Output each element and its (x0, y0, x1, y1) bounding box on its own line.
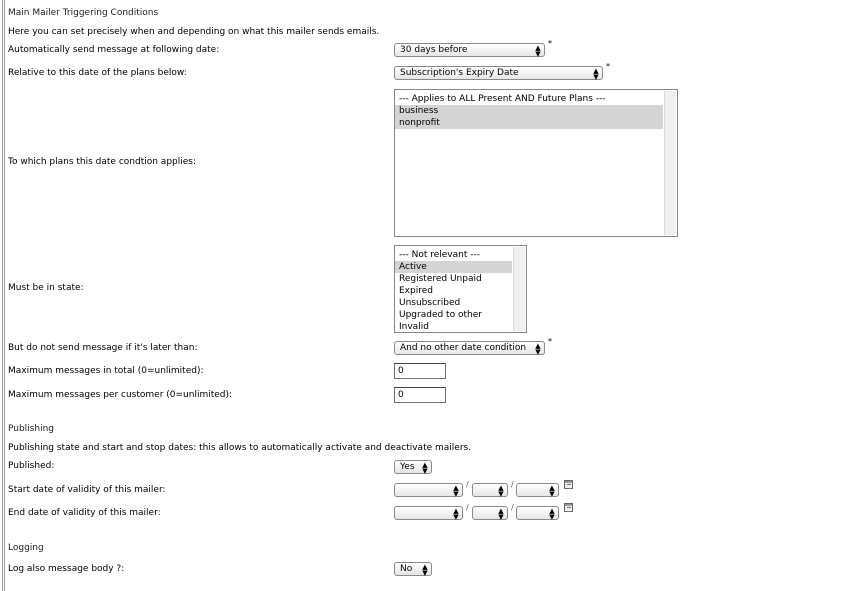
published-label: Published: (8, 461, 55, 471)
auto-send-value: 30 days before (400, 45, 468, 55)
state-option[interactable]: Unsubscribed (399, 298, 461, 308)
state-scrollbar[interactable] (513, 247, 525, 331)
calendar-icon[interactable] (564, 480, 573, 489)
auto-send-select[interactable] (394, 43, 545, 57)
log-body-value: No (400, 564, 413, 574)
state-option[interactable]: Invalid (399, 322, 429, 332)
date-separator: / (511, 480, 514, 489)
publishing-intro: Publishing state and start and stop dates: this allows to automatically activate and deactivate mailers. (8, 443, 472, 453)
relative-date-select[interactable] (394, 66, 603, 80)
later-than-select[interactable] (394, 341, 545, 355)
date-separator: / (466, 480, 469, 489)
log-body-select[interactable] (394, 562, 432, 576)
relative-date-value: Subscription's Expiry Date (400, 68, 519, 78)
date-separator: / (466, 503, 469, 512)
plans-label: To which plans this date condtion applies: (8, 157, 197, 167)
plans-listbox[interactable] (394, 89, 678, 237)
required-marker: * (548, 337, 552, 346)
relative-label: Relative to this date of the plans below: (8, 68, 187, 78)
updown-arrows-icon: ▲ ▼ (453, 484, 459, 498)
required-marker: * (606, 62, 610, 71)
section-title-triggering: Main Mailer Triggering Conditions (8, 8, 159, 18)
updown-arrows-icon: ▲ ▼ (453, 507, 459, 521)
later-than-label: But do not send message if it's later than: (8, 343, 198, 353)
state-option[interactable]: Active (395, 261, 512, 273)
updown-arrows-icon: ▲ ▼ (549, 484, 555, 498)
max-total-label: Maximum messages in total (0=unlimited): (8, 366, 204, 376)
end-day-select[interactable] (472, 506, 508, 520)
updown-arrows-icon: ▲ ▼ (498, 484, 504, 498)
section-title-logging: Logging (8, 543, 44, 553)
calendar-icon[interactable] (564, 503, 573, 512)
updown-arrows-icon: ▲ ▼ (422, 563, 428, 577)
updown-arrows-icon: ▲ ▼ (535, 44, 541, 58)
plans-option[interactable]: business (395, 105, 663, 117)
log-body-label: Log also message body ?: (8, 564, 125, 574)
start-year-select[interactable] (516, 483, 559, 497)
max-total-input[interactable]: 0 (394, 363, 446, 379)
state-option[interactable]: Expired (399, 286, 433, 296)
published-value: Yes (400, 462, 415, 472)
max-customer-input[interactable]: 0 (394, 387, 446, 403)
updown-arrows-icon: ▲ ▼ (422, 461, 428, 475)
triggering-intro: Here you can set precisely when and depending on what this mailer sends emails. (8, 27, 380, 37)
later-than-value: And no other date condition (400, 343, 527, 353)
state-label: Must be in state: (8, 283, 84, 293)
max-customer-label: Maximum messages per customer (0=unlimited): (8, 390, 233, 400)
frame-border-left-inner (4, 0, 5, 591)
start-month-select[interactable] (394, 483, 463, 497)
published-select[interactable] (394, 460, 432, 474)
section-title-publishing: Publishing (8, 424, 54, 434)
end-year-select[interactable] (516, 506, 559, 520)
required-marker: * (548, 39, 552, 48)
updown-arrows-icon: ▲ ▼ (593, 67, 599, 81)
start-day-select[interactable] (472, 483, 508, 497)
end-month-select[interactable] (394, 506, 463, 520)
start-date-label: Start date of validity of this mailer: (8, 485, 166, 495)
plans-scrollbar[interactable] (664, 91, 676, 235)
updown-arrows-icon: ▲ ▼ (549, 507, 555, 521)
date-separator: / (511, 503, 514, 512)
plans-option[interactable]: --- Applies to ALL Present AND Future Plans --- (399, 94, 606, 104)
state-option[interactable]: Upgraded to other (399, 310, 482, 320)
frame-border-left (2, 0, 3, 591)
updown-arrows-icon: ▲ ▼ (498, 507, 504, 521)
updown-arrows-icon: ▲ ▼ (535, 342, 541, 356)
state-option[interactable]: Registered Unpaid (399, 274, 482, 284)
auto-send-label: Automatically send message at following date: (8, 45, 220, 55)
state-option[interactable]: --- Not relevant --- (399, 250, 480, 260)
plans-option[interactable]: nonprofit (395, 117, 663, 129)
end-date-label: End date of validity of this mailer: (8, 508, 161, 518)
state-listbox[interactable] (394, 245, 527, 333)
